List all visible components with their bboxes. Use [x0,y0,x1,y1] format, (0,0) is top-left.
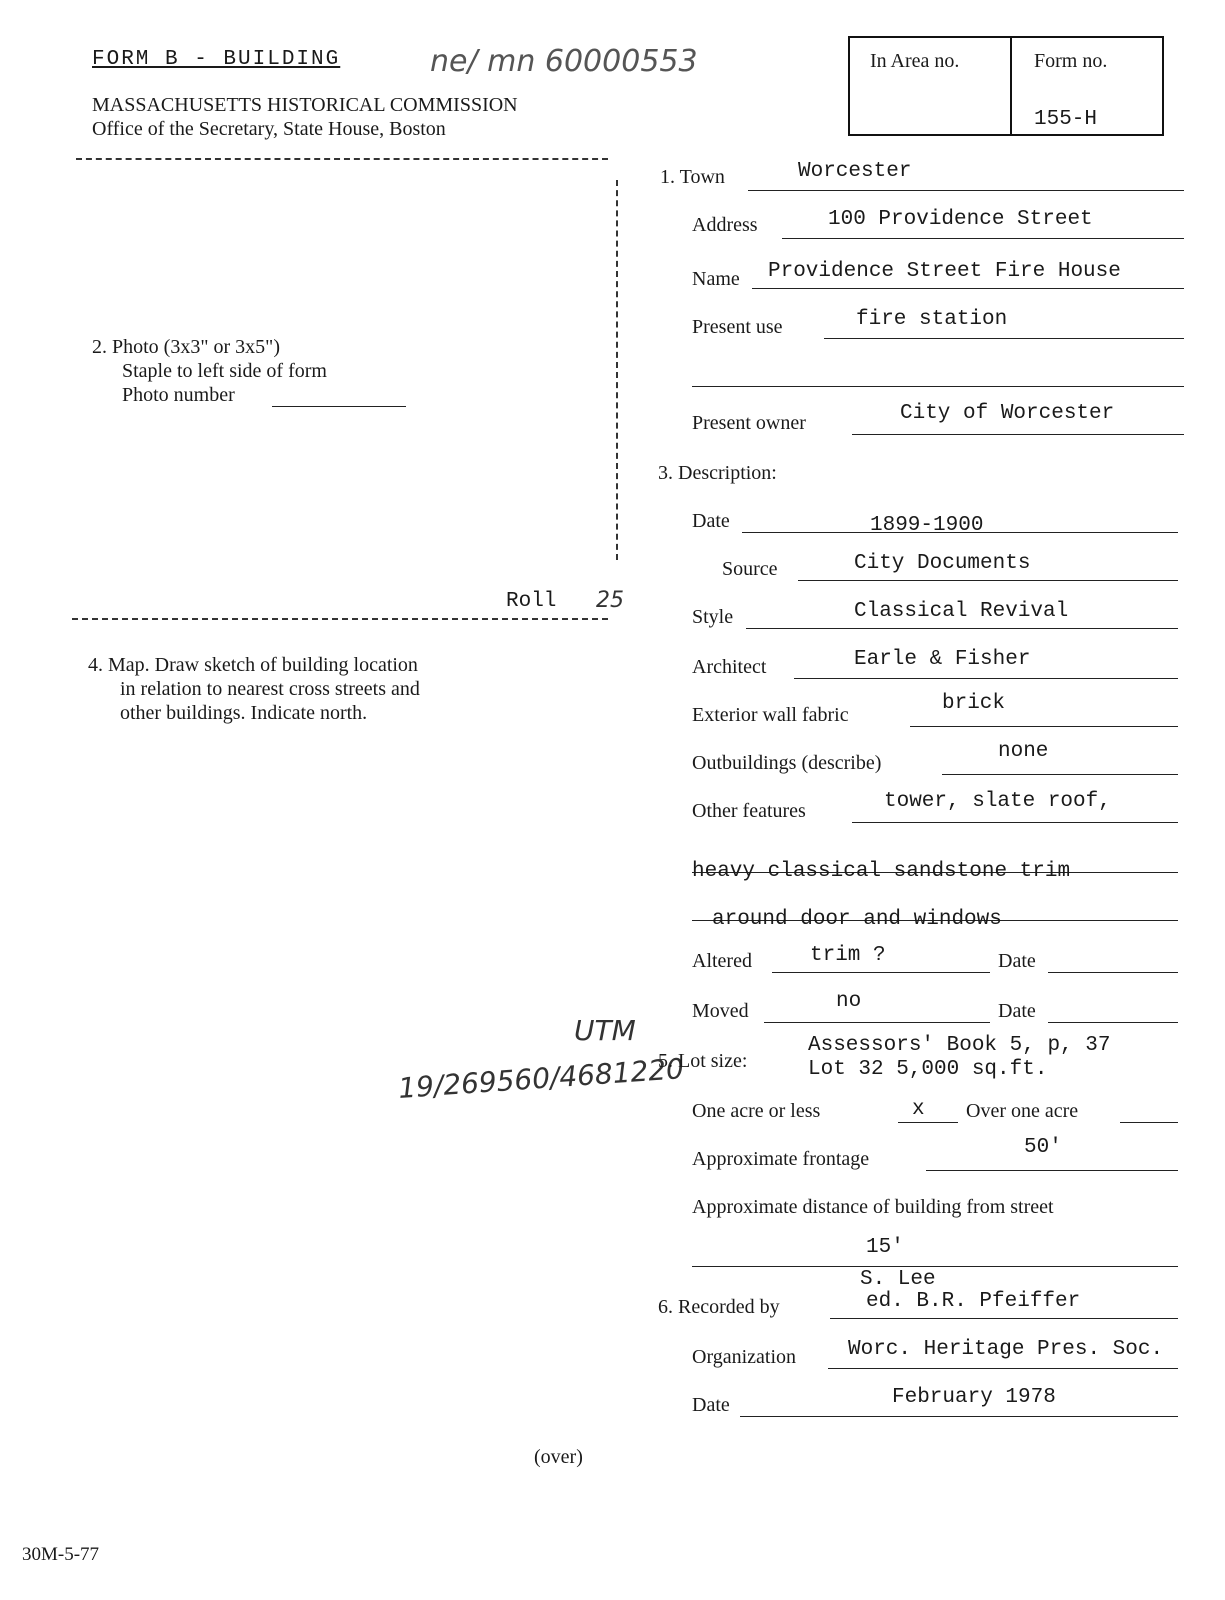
roll-label: Roll [506,590,557,613]
present-owner-label: Present owner [692,412,806,434]
photo-instruction-2: Staple to left side of form [122,360,327,382]
map-instruction-2: in relation to nearest cross streets and [120,678,420,700]
other-features-value-2: heavy classical sandstone trim [692,860,1071,883]
outbuildings-field[interactable] [942,774,1178,775]
form-title: FORM B - BUILDING [92,48,341,71]
utm-value: 19/269560/4681220 [397,1052,685,1105]
map-instruction-3: other buildings. Indicate north. [120,702,368,724]
recorded-by-label: 6. Recorded by [658,1296,780,1318]
name-field[interactable] [752,288,1184,289]
one-acre-mark: x [912,1098,925,1121]
altered-date-field[interactable] [1048,972,1178,973]
address-value: 100 Providence Street [828,208,1093,231]
distance-field[interactable] [692,1266,1178,1267]
one-acre-field[interactable] [898,1122,958,1123]
present-owner-field[interactable] [852,434,1184,435]
moved-date-field[interactable] [1048,1022,1178,1023]
photo-instruction-1: 2. Photo (3x3" or 3x5") [92,336,280,358]
photo-area-right-border [616,180,618,560]
name-value: Providence Street Fire House [768,260,1121,283]
photo-number-field[interactable] [272,406,406,407]
recorded-by-field[interactable] [830,1318,1178,1319]
other-features-label: Other features [692,800,806,822]
other-features-value-3: around door and windows [712,908,1002,931]
altered-field[interactable] [772,972,990,973]
recorded-by-value-2: ed. B.R. Pfeiffer [866,1290,1081,1313]
lot-size-value-2: Lot 32 5,000 sq.ft. [808,1058,1048,1081]
other-features-field[interactable] [852,822,1178,823]
form-number-label: Form no. [1034,50,1108,72]
lot-size-value-1: Assessors' Book 5, p, 37 [808,1034,1111,1057]
distance-label: Approximate distance of building from street [692,1196,1054,1218]
town-value: Worcester [798,160,912,183]
present-use-field[interactable] [824,338,1184,339]
source-value: City Documents [854,552,1031,575]
date-label: Date [692,510,730,532]
one-acre-label: One acre or less [692,1100,821,1122]
lot-size-label: 5. Lot size: [658,1050,748,1072]
style-label: Style [692,606,734,628]
map-instruction-1: 4. Map. Draw sketch of building location [88,654,418,676]
roll-number: 25 [596,588,624,613]
office-address: Office of the Secretary, State House, Boston [92,118,446,140]
source-label: Source [722,558,778,580]
frontage-label: Approximate frontage [692,1148,870,1170]
outbuildings-label: Outbuildings (describe) [692,752,882,774]
moved-date-label: Date [998,1000,1036,1022]
form-number-value: 155-H [1034,108,1098,131]
style-value: Classical Revival [854,600,1069,623]
moved-label: Moved [692,1000,749,1022]
recorded-date-field[interactable] [740,1416,1178,1417]
present-use-label: Present use [692,316,783,338]
moved-value: no [836,990,862,1013]
description-label: 3. Description: [658,462,777,484]
form-code: 30M-5-77 [22,1544,100,1565]
moved-field[interactable] [764,1022,990,1023]
over-acre-label: Over one acre [966,1100,1079,1122]
over-acre-field[interactable] [1120,1122,1178,1123]
area-number-label: In Area no. [870,50,960,72]
present-use-extra-field[interactable] [692,386,1184,387]
commission-name: MASSACHUSETTS HISTORICAL COMMISSION [92,94,518,116]
present-use-value: fire station [856,308,1008,331]
altered-label: Altered [692,950,752,972]
other-features-value-1: tower, slate roof, [884,790,1111,813]
altered-value: trim ? [810,944,886,967]
name-label: Name [692,268,740,290]
present-owner-value: City of Worcester [900,402,1115,425]
frontage-value: 50' [1024,1136,1062,1159]
photo-area-top-border [76,158,608,160]
architect-value: Earle & Fisher [854,648,1031,671]
address-label: Address [692,214,758,236]
source-field[interactable] [798,580,1178,581]
organization-label: Organization [692,1346,797,1368]
organization-field[interactable] [828,1368,1178,1369]
utm-label: UTM [574,1014,636,1047]
photo-area-bottom-border [72,618,608,620]
distance-value: 15' [866,1236,904,1259]
recorded-date-label: Date [692,1394,730,1416]
over-note: (over) [534,1446,583,1468]
architect-label: Architect [692,656,767,678]
wall-fabric-value: brick [942,692,1006,715]
recorded-by-value-1: S. Lee [860,1268,936,1291]
id-box [848,36,1164,136]
date-value: 1899-1900 [870,514,984,537]
altered-date-label: Date [998,950,1036,972]
frontage-field[interactable] [926,1170,1178,1171]
wall-fabric-field[interactable] [910,726,1178,727]
town-field[interactable] [748,190,1184,191]
architect-field[interactable] [794,678,1178,679]
photo-number-label: Photo number [122,384,235,406]
style-field[interactable] [746,628,1178,629]
town-label: 1. Town [660,166,725,188]
outbuildings-value: none [998,740,1049,763]
address-field[interactable] [782,238,1184,239]
handwritten-reference: ne/ mn 60000553 [430,44,698,79]
organization-value: Worc. Heritage Pres. Soc. [848,1338,1164,1361]
recorded-date-value: February 1978 [892,1386,1056,1409]
wall-fabric-label: Exterior wall fabric [692,704,849,726]
